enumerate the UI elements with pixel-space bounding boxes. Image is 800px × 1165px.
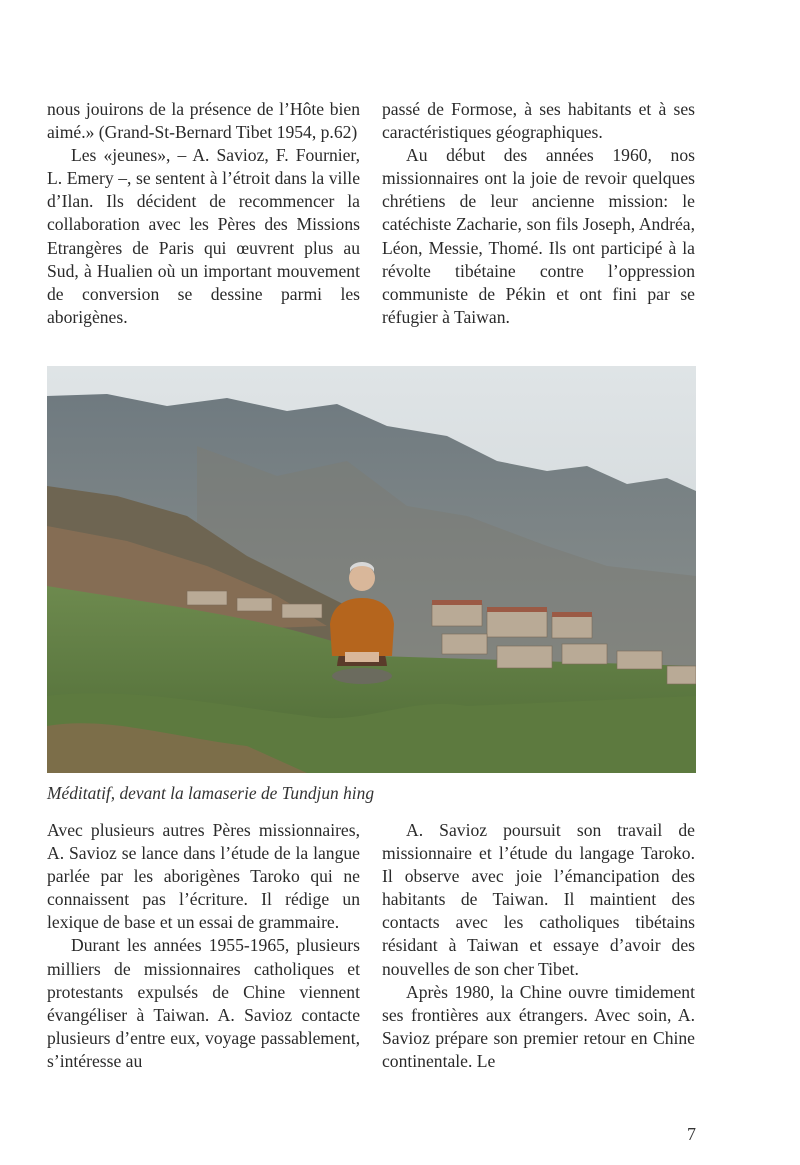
paragraph: Avec plusieurs autres Pères missionnaires, A. Savioz se lance dans l’étude de la langue parlée par les aborigènes Taroko qui ne connaissent pas l’écriture. Il rédige un lexique de base et un essai de grammaire. [47, 820, 360, 933]
paragraph: nous jouirons de la présence de l’Hôte bien aimé.» (Grand-St-Bernard Tibet 1954, p.62) [47, 99, 360, 143]
page-number: 7 [687, 1124, 696, 1144]
paragraph: passé de Formose, à ses habitants et à ses caractéristiques géographiques. [382, 99, 695, 143]
photo-lamasery [47, 366, 696, 773]
paragraph: Durant les années 1955-1965, plusieurs milliers de missionnaires catholiques et protestants expulsés de Chine viennent évangéliser à Taiwan. A. Savioz contacte plusieurs d’entre eux, voyage passablement, s’intéresse au [47, 935, 360, 1071]
text-column-top-right [382, 98, 695, 329]
text-column-bottom-right [382, 819, 695, 1073]
paragraph: Après 1980, la Chine ouvre timidement ses frontières aux étrangers. Avec soin, A. Savioz prépare son premier retour en Chine continentale. Le [382, 981, 695, 1071]
paragraph: A. Savioz poursuit son travail de missionnaire et l’étude du langage Taroko. Il observe avec joie l’émancipation des habitants de Taiwan. Il maintient des contacts avec les catholiques tibétains résidant à Taiwan et essaye d’avoir des nouvelles de son cher Tibet. [382, 820, 695, 979]
photo-illustration [47, 366, 696, 773]
text-column-bottom-left [47, 819, 360, 1073]
paragraph: Les «jeunes», – A. Savioz, F. Fournier, L. Emery –, se sentent à l’étroit dans la ville d’Ilan. Ils décident de recommencer la collaboration avec les Pères des Missions Etrangères de Paris qui œuvrent plus au Sud, à Hualien où un important mouvement de conversion se dessine parmi les aborigènes. [47, 145, 360, 327]
text-column-top-left [47, 98, 360, 329]
paragraph: Au début des années 1960, nos missionnaires ont la joie de revoir quelques chrétiens de leur ancienne mission: le catéchiste Zacharie, son fils Joseph, Andréa, Léon, Messie, Thomé. Ils ont participé à la révolte tibétaine contre l’oppression communiste de Pékin et ont fini par se réfugier à Taiwan. [382, 145, 695, 327]
photo-caption: Méditatif, devant la lamaserie de Tundjun hing [47, 783, 375, 803]
